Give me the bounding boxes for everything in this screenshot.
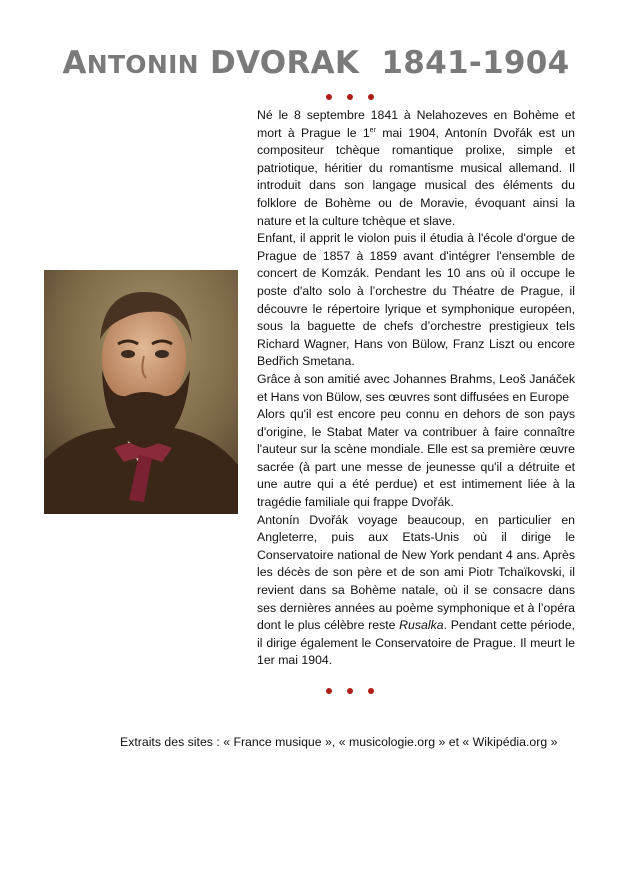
title-dates: 1841-1904 (381, 45, 570, 81)
dot-icon (326, 688, 332, 694)
bio-paragraph-1 (257, 107, 575, 230)
bottom-dot-separator (34, 688, 632, 698)
bio-text-segment: mai 1904, Antonín Dvořák est un compositeur tchèque romantique prolixe, simple et patriotique, héritier du romantisme musical allemand. Il introduit dans son langage musical des éléments du folklore de Bohème ou de Moravie, évoquant ainsi la nature et la culture tchèque et slave. (257, 125, 575, 228)
bio-paragraph-2: Enfant, il apprit le violon puis il étudia à l'école d'orgue de Prague de 1857 à 1859 avant d'intégrer l'ensemble de concert de Komzák. Pendant les 10 ans où il occupe le poste d'alto solo à l’orchestre du Théatre de Prague, il découvre le répertoire lyrique et symphonique européen, sous la baguette de chefs d’orchestre prestigieux tels Richard Wagner, Hans von Bülow, Franz Liszt ou encore Bedřich Smetana. (257, 231, 575, 369)
portrait-image (44, 270, 238, 514)
sources-note: Extraits des sites : « France musique », « musicologie.org » et « Wikipédia.org » (120, 735, 558, 749)
opera-title: Rusalka (399, 618, 444, 633)
bio-paragraph-5 (257, 512, 575, 670)
dot-icon (347, 688, 353, 694)
bio-text-segment: Né le 8 septembre 1841 à Nelahozeves en Bohème et mort à Prague le 1 (257, 108, 575, 140)
title-first-rest: NTONIN (86, 50, 199, 79)
dot-icon (368, 94, 374, 100)
bio-paragraph-4: Alors qu'il est encore peu connu en dehors de son pays d'origine, le Stabat Mater va contribuer à faire connaître l'auteur sur la scène mondiale. Elle est sa première œuvre sacrée (à part une messe de jeunesse qu'il a détruite et une autre qui a été perdue) et est intimement liée à la tragédie familiale qui frappe Dvořák. (257, 407, 575, 510)
portrait-illustration (44, 270, 238, 514)
top-dot-separator (34, 94, 632, 104)
page-title (0, 44, 632, 84)
dot-icon (368, 688, 374, 694)
bio-text-segment: Antonín Dvořák voyage beaucoup, en particulier en Angleterre, puis aux Etats-Unis où il dirige le Conservatoire national de New York pendant 4 ans. Après les décès de son père et de son ami Piotr Tchaïkovski, il revient dans sa Bohème natale, où il se consacre dans ses dernières années au poème symphonique et à l’opéra dont le plus célèbre reste (257, 512, 575, 633)
bio-paragraph-3: Grâce à son amitié avec Johannes Brahms, Leoš Janáček et Hans von Bülow, ses œuvres sont diffusées en Europe (257, 371, 575, 404)
title-first-initial: A (62, 45, 87, 81)
title-last-name: DVORAK (210, 45, 360, 81)
biography-text (257, 107, 575, 670)
dot-icon (347, 94, 353, 100)
dot-icon (326, 94, 332, 100)
bio-text-segment: . Pendant cette période, il dirige également le Conservatoire de Prague. Il meurt le 1er mai 1904. (257, 618, 575, 668)
superscript: er (369, 126, 376, 134)
